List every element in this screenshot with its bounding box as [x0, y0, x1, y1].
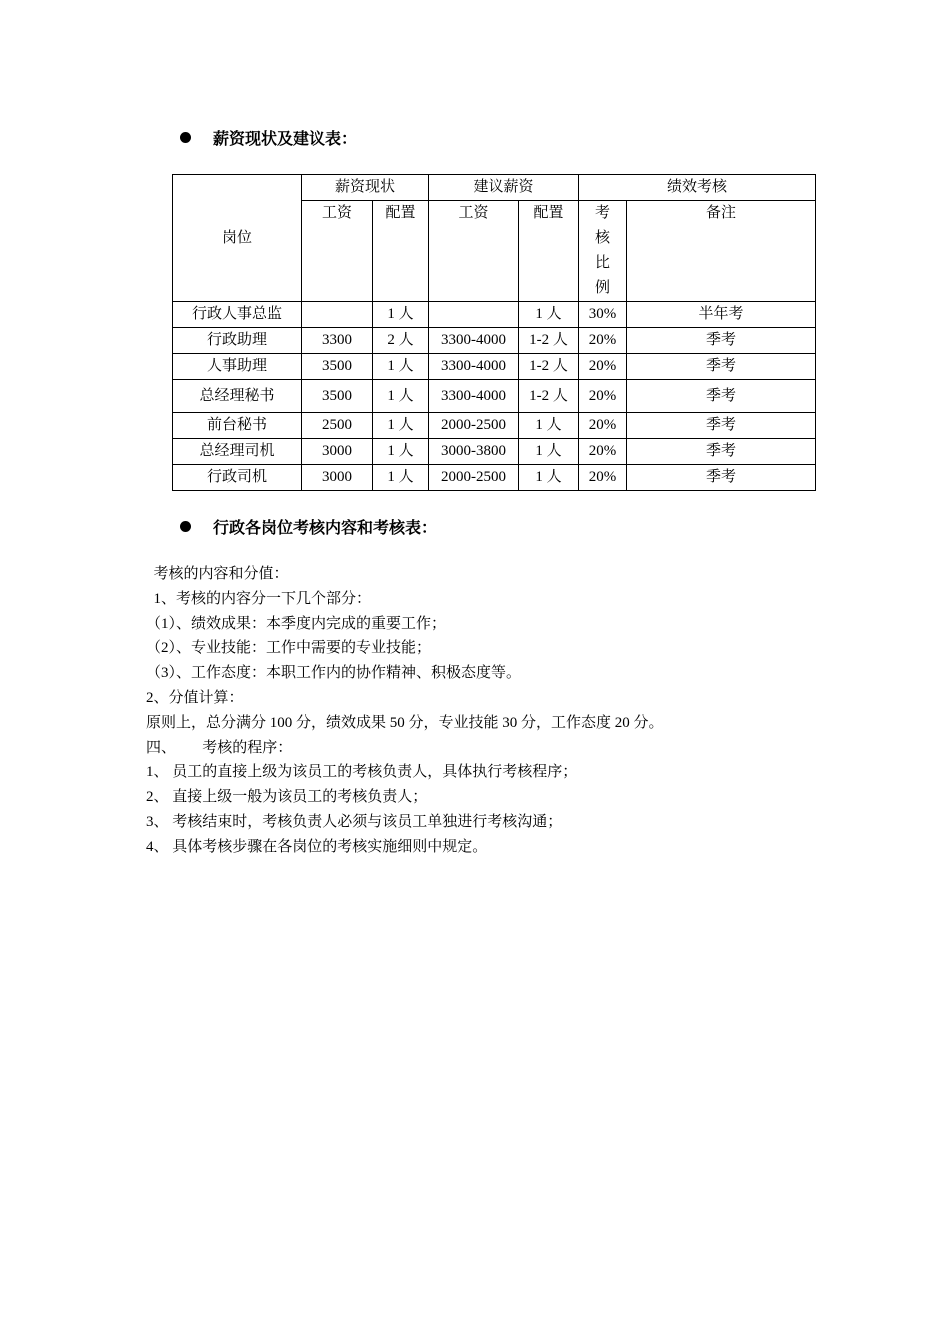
header-current-salary: 薪资现状 — [302, 175, 429, 201]
cell-position: 人事助理 — [173, 354, 302, 380]
body-line: 2、 直接上级一般为该员工的考核负责人； — [146, 789, 428, 806]
cell-config: 1 人 — [373, 302, 429, 328]
body-line: 3、 考核结束时，考核负责人必须与该员工单独进行考核沟通； — [146, 813, 563, 830]
header-config: 配置 — [373, 201, 429, 302]
cell-note: 季考 — [627, 413, 816, 439]
header-ratio-char: 核 — [595, 230, 611, 246]
section-heading-salary — [180, 126, 357, 149]
cell-position: 总经理秘书 — [173, 380, 302, 413]
body-line: 2、分值计算： — [146, 689, 244, 706]
header-ratio — [579, 201, 627, 302]
body-line: 考核的内容和分值： — [146, 566, 289, 582]
heading-text: 薪资现状及建议表： — [213, 129, 358, 148]
table-row — [173, 302, 816, 328]
cell-config-suggested: 1-2 人 — [519, 380, 579, 413]
header-ratio-char: 例 — [595, 280, 611, 296]
header-ratio-char: 考 — [595, 205, 611, 221]
section-heading-assessment — [180, 515, 437, 538]
cell-position: 总经理司机 — [173, 439, 302, 465]
table-row — [173, 380, 816, 413]
header-salary: 工资 — [302, 201, 373, 302]
header-config-suggested: 配置 — [519, 201, 579, 302]
cell-ratio: 20% — [579, 413, 627, 439]
bullet-icon — [180, 132, 191, 143]
cell-note: 半年考 — [627, 302, 816, 328]
cell-config-suggested: 1 人 — [519, 413, 579, 439]
cell-ratio: 20% — [579, 354, 627, 380]
table-row — [173, 328, 816, 354]
salary-table — [172, 174, 816, 491]
cell-suggested: 2000-2500 — [429, 465, 519, 491]
body-line: 1、 员工的直接上级为该员工的考核负责人，具体执行考核程序； — [146, 764, 578, 781]
body-line: 四、 考核的程序： — [146, 739, 293, 756]
cell-ratio: 20% — [579, 328, 627, 354]
header-suggested-salary: 建议薪资 — [429, 175, 579, 201]
cell-note: 季考 — [627, 465, 816, 491]
cell-config: 1 人 — [373, 413, 429, 439]
header-ratio-char: 比 — [595, 255, 611, 271]
table-row — [173, 465, 816, 491]
body-line: 4、 具体考核步骤在各岗位的考核实施细则中规定。 — [146, 838, 488, 855]
cell-ratio: 30% — [579, 302, 627, 328]
cell-config: 1 人 — [373, 465, 429, 491]
header-position: 岗位 — [173, 175, 302, 302]
cell-salary — [302, 302, 373, 328]
table-row — [173, 354, 816, 380]
body-line: 1、考核的内容分一下几个部分： — [146, 590, 372, 607]
cell-note: 季考 — [627, 328, 816, 354]
cell-suggested: 3300-4000 — [429, 354, 519, 380]
cell-config-suggested: 1-2 人 — [519, 354, 579, 380]
body-line: 原则上，总分满分 100 分，绩效成果 50 分，专业技能 30 分，工作态度 20 分。 — [146, 714, 664, 731]
cell-salary: 3500 — [302, 380, 373, 413]
cell-salary: 3000 — [302, 439, 373, 465]
table-row — [173, 413, 816, 439]
cell-config-suggested: 1 人 — [519, 439, 579, 465]
cell-salary: 3300 — [302, 328, 373, 354]
cell-position: 行政司机 — [173, 465, 302, 491]
table-header-row-1 — [173, 175, 816, 201]
cell-ratio: 20% — [579, 439, 627, 465]
cell-position: 行政人事总监 — [173, 302, 302, 328]
cell-config: 1 人 — [373, 439, 429, 465]
cell-position: 前台秘书 — [173, 413, 302, 439]
body-line: （2）、专业技能：工作中需要的专业技能； — [146, 640, 432, 657]
heading-text: 行政各岗位考核内容和考核表： — [213, 518, 438, 537]
cell-config-suggested: 1 人 — [519, 465, 579, 491]
cell-config-suggested: 1-2 人 — [519, 328, 579, 354]
cell-salary: 3500 — [302, 354, 373, 380]
header-note: 备注 — [627, 201, 816, 302]
body-line: （3）、工作态度：本职工作内的协作精神、积极态度等。 — [146, 665, 522, 682]
header-performance: 绩效考核 — [579, 175, 816, 201]
cell-suggested — [429, 302, 519, 328]
cell-suggested: 3300-4000 — [429, 328, 519, 354]
bullet-icon — [180, 521, 191, 532]
cell-salary: 3000 — [302, 465, 373, 491]
body-line: （1）、绩效成果：本季度内完成的重要工作； — [146, 615, 447, 632]
cell-suggested: 3000-3800 — [429, 439, 519, 465]
cell-config: 1 人 — [373, 354, 429, 380]
cell-ratio: 20% — [579, 380, 627, 413]
cell-position: 行政助理 — [173, 328, 302, 354]
cell-config: 1 人 — [373, 380, 429, 413]
cell-ratio: 20% — [579, 465, 627, 491]
header-salary-suggested: 工资 — [429, 201, 519, 302]
cell-note: 季考 — [627, 439, 816, 465]
cell-salary: 2500 — [302, 413, 373, 439]
cell-suggested: 2000-2500 — [429, 413, 519, 439]
cell-config-suggested: 1 人 — [519, 302, 579, 328]
assessment-body — [146, 562, 664, 860]
cell-config: 2 人 — [373, 328, 429, 354]
cell-note: 季考 — [627, 380, 816, 413]
cell-suggested: 3300-4000 — [429, 380, 519, 413]
cell-note: 季考 — [627, 354, 816, 380]
table-row — [173, 439, 816, 465]
